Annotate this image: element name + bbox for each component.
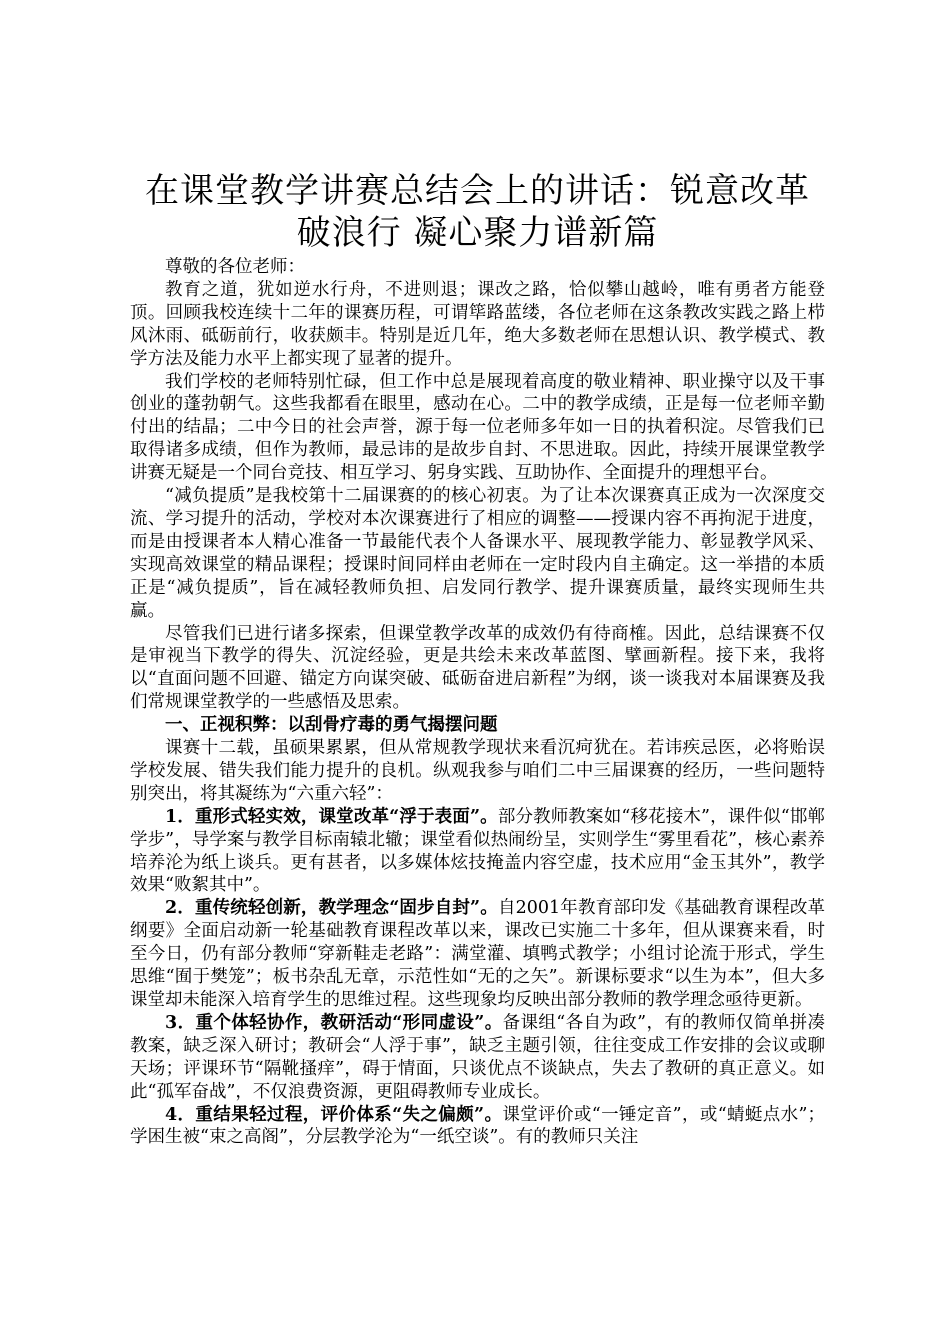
- list-item-lead: 4．重结果轻过程，评价体系“失之偏颇”。: [165, 1104, 503, 1125]
- paragraph-3: “减负提质”是我校第十二届课赛的的核心初衷。为了让本次课赛真正成为一次深度交流、学习提升的活动，学校对本次课赛进行了相应的调整——授课内容不再拘泥于进度，而是由授课者本人精心准备一节最能代表个人备课水平、展现教学能力、彰显教学风采、实现高效课堂的精品课程；授课时间同样由老师在一定时段内自主确定。这一举措的本质正是“减负提质”，旨在减轻教师负担、启发同行教学、提升课赛质量，最终实现师生共赢。: [130, 486, 825, 621]
- salutation: 尊敬的各位老师：: [165, 257, 305, 277]
- list-item-lead: 2．重传统轻创新，教学理念“固步自封”。: [165, 898, 498, 919]
- paragraph-1: 教育之道，犹如逆水行舟，不进则退；课改之路，恰似攀山越岭，唯有勇者方能登顶。回顾我校连续十二年的课赛历程，可谓筚路蓝缕，各位老师在这条教改实践之路上栉风沐雨、砥砺前行，收获颇丰。特别是近几年，绝大多数老师在思想认识、教学模式、教学方法及能力水平上都实现了显著的提升。: [130, 279, 825, 369]
- list-item-lead: 3．重个体轻协作，教研活动“形同虚设”。: [165, 1012, 503, 1033]
- paragraph-4: 尽管我们已进行诸多探索，但课堂教学改革的成效仍有待商榷。因此，总结课赛不仅是审视当下教学的得失、沉淀经验，更是共绘未来改革蓝图、擘画新程。接下来，我将以“直面问题不回避、锚定方向谋突破、砥砺奋进启新程”为纲，谈一谈我对本届课赛及我们常规课堂教学的一些感悟及思索。: [130, 623, 825, 713]
- document-title: 在课堂教学讲赛总结会上的讲话：锐意改革破浪行 凝心聚力谱新篇: [145, 171, 810, 253]
- list-item-2: [130, 897, 825, 1012]
- list-item-1: [130, 806, 825, 898]
- list-item-text: 课堂评价或“一锤定音”，或“蜻蜓点水”；学困生被“束之高阁”，分层教学沦为“一纸空谈”。有的教师只关注: [130, 1104, 825, 1148]
- list-item-text: 部分教师教案如“移花接木”，课件似“邯郸学步”，导学案与教学目标南辕北辙；课堂看似热闹纷呈，实则学生“雾里看花”，核心素养培养沦为纸上谈兵。更有甚者，以多媒体炫技掩盖内容空虚，技术应用“金玉其外”，教学效果“败絮其中”。: [130, 806, 825, 896]
- list-item-text: 备课组“各自为政”，有的教师仅简单拼凑教案，缺乏深入研讨；教研会“人浮于事”，缺乏主题引领，往往变成工作安排的会议或聊天场；评课环节“隔靴搔痒”，碍于情面，只谈优点不谈缺点，失去了教研的真正意义。如此“孤军奋战”，不仅浪费资源，更阻碍教师专业成长。: [130, 1012, 825, 1102]
- list-item-3: [130, 1012, 825, 1104]
- paragraph-2: 我们学校的老师特别忙碌，但工作中总是展现着高度的敬业精神、职业操守以及干事创业的蓬勃朝气。这些我都看在眼里，感动在心。二中的教学成绩，正是每一位老师辛勤付出的结晶；二中今日的社会声誉，源于每一位老师多年如一日的执着积淀。尽管我们已取得诸多成绩，但作为教师，最忌讳的是故步自封、不思进取。因此，持续开展课堂教学讲赛无疑是一个同台竞技、相互学习、躬身实践、互助协作、全面提升的理想平台。: [130, 371, 825, 484]
- list-item-4: [130, 1104, 825, 1150]
- list-item-lead: 1．重形式轻实效，课堂改革“浮于表面”。: [165, 806, 498, 827]
- section-intro-1: 课赛十二载，虽硕果累累，但从常规教学现状来看沉疴犹在。若讳疾忌医，必将贻误学校发展、错失我们能力提升的良机。纵观我参与咱们二中三届课赛的经历，一些问题特别突出，将其凝练为“六重六轻”：: [130, 738, 825, 804]
- list-item-text: 自2001年教育部印发《基础教育课程改革纲要》全面启动新一轮基础教育课程改革以来，课改已实施二十多年，但从课赛来看，时至今日，仍有部分教师“穿新鞋走老路”：满堂灌、填鸭式教学；小组讨论流于形式，学生思维“囿于樊笼”；板书杂乱无章，示范性如“无的之矢”。新课标要求“以生为本”，但大多课堂却未能深入培育学生的思维过程。这些现象均反映出部分教师的教学理念亟待更新。: [130, 898, 825, 1010]
- section-heading-1: 一、正视积弊：以刮骨疗毒的勇气揭摆问题: [165, 715, 498, 736]
- document-page: [130, 170, 825, 1149]
